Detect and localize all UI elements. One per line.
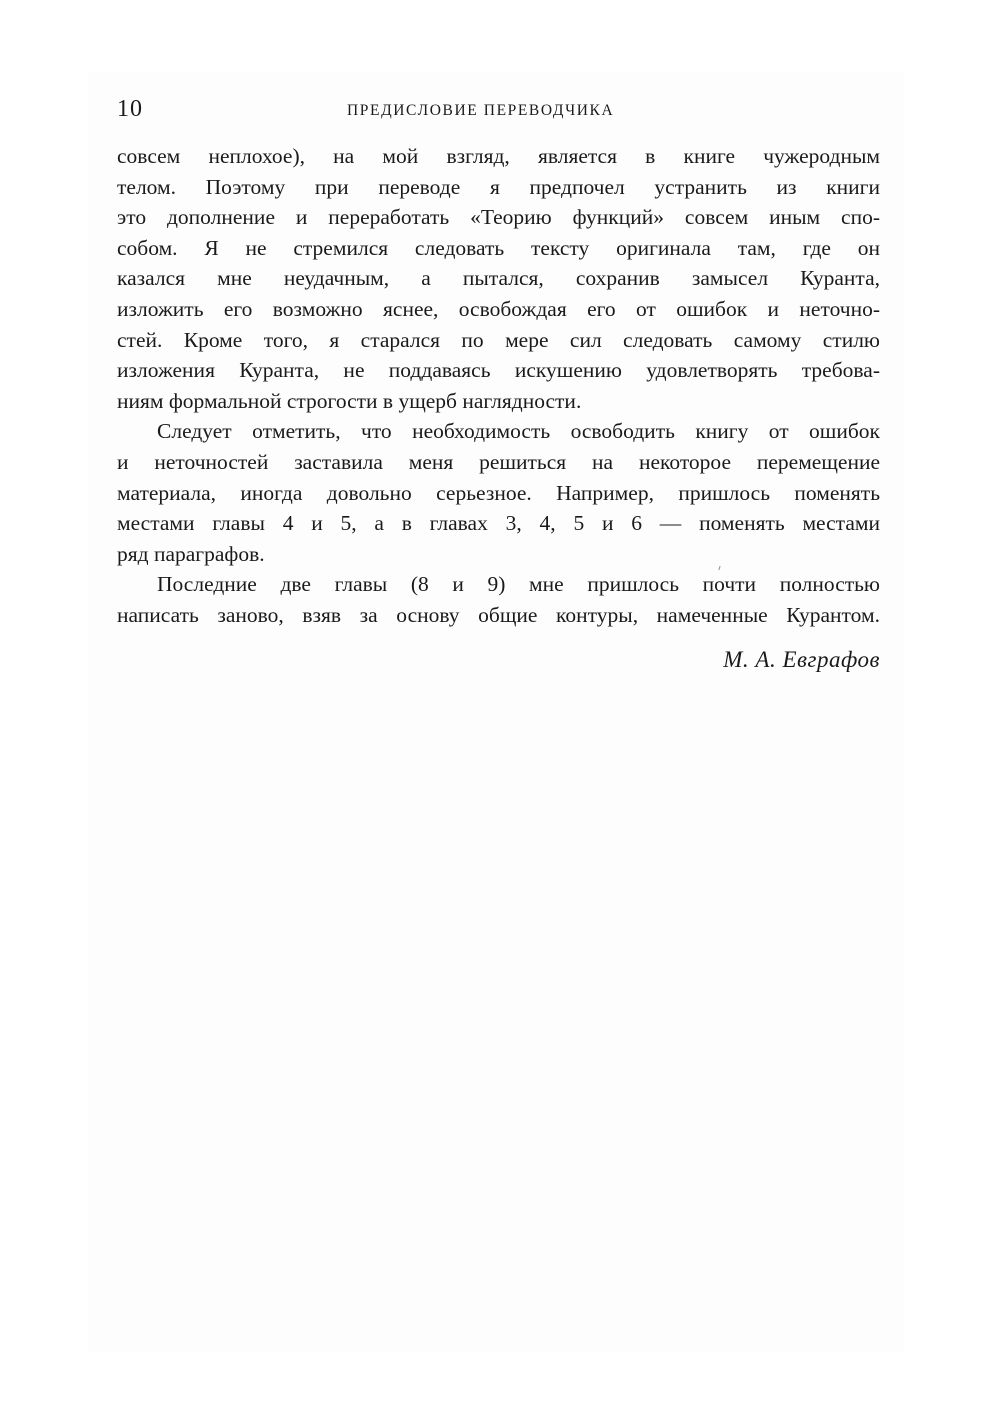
paragraph-line: стей. Кроме того, я старался по мере сил следовать самому стилю: [117, 327, 880, 352]
paragraph-line: собом. Я не стремился следовать тексту оригинала там, где он: [117, 235, 880, 260]
paragraph-line: ряд параграфов.: [117, 541, 265, 566]
paragraph-line: Следует отметить, что необходимость освободить книгу от ошибок: [157, 419, 880, 444]
paragraph-line: Последние две главы (8 и 9) мне пришлось почти полностью: [157, 572, 880, 597]
body-text: [117, 141, 880, 673]
paragraph-line: и неточностей заставила меня решиться на некоторое перемещение: [117, 449, 880, 474]
paragraph-line: материала, иногда довольно серьезное. Например, пришлось поменять: [117, 480, 880, 505]
document-page: [117, 92, 880, 673]
paragraph-line: казался мне неудачным, а пытался, сохранив замысел Куранта,: [117, 266, 880, 291]
author-signature: М. А. Евграфов: [723, 646, 880, 672]
page-header: [117, 92, 880, 128]
paragraph-line: это дополнение и переработать «Теорию функций» совсем иным спо-: [117, 205, 880, 230]
paragraph-line: телом. Поэтому при переводе я предпочел устранить из книги: [117, 174, 880, 199]
running-head: ПРЕДИСЛОВИЕ ПЕРЕВОДЧИКА: [347, 102, 615, 119]
paragraph-line: ниям формальной строгости в ущерб наглядности.: [117, 388, 582, 413]
paragraph-line: совсем неплохое), на мой взгляд, является в книге чужеродным: [117, 144, 880, 168]
page-number: 10: [117, 96, 143, 122]
paragraph-line: изложить его возможно яснее, освобождая его от ошибок и неточно-: [117, 296, 880, 321]
paragraph-line: написать заново, взяв за основу общие контуры, намеченные Курантом.: [117, 602, 880, 627]
paragraph-line: изложения Куранта, не поддаваясь искушению удовлетворять требова-: [117, 358, 880, 383]
paragraph-line: местами главы 4 и 5, а в главах 3, 4, 5 и 6 — поменять местами: [117, 511, 880, 536]
